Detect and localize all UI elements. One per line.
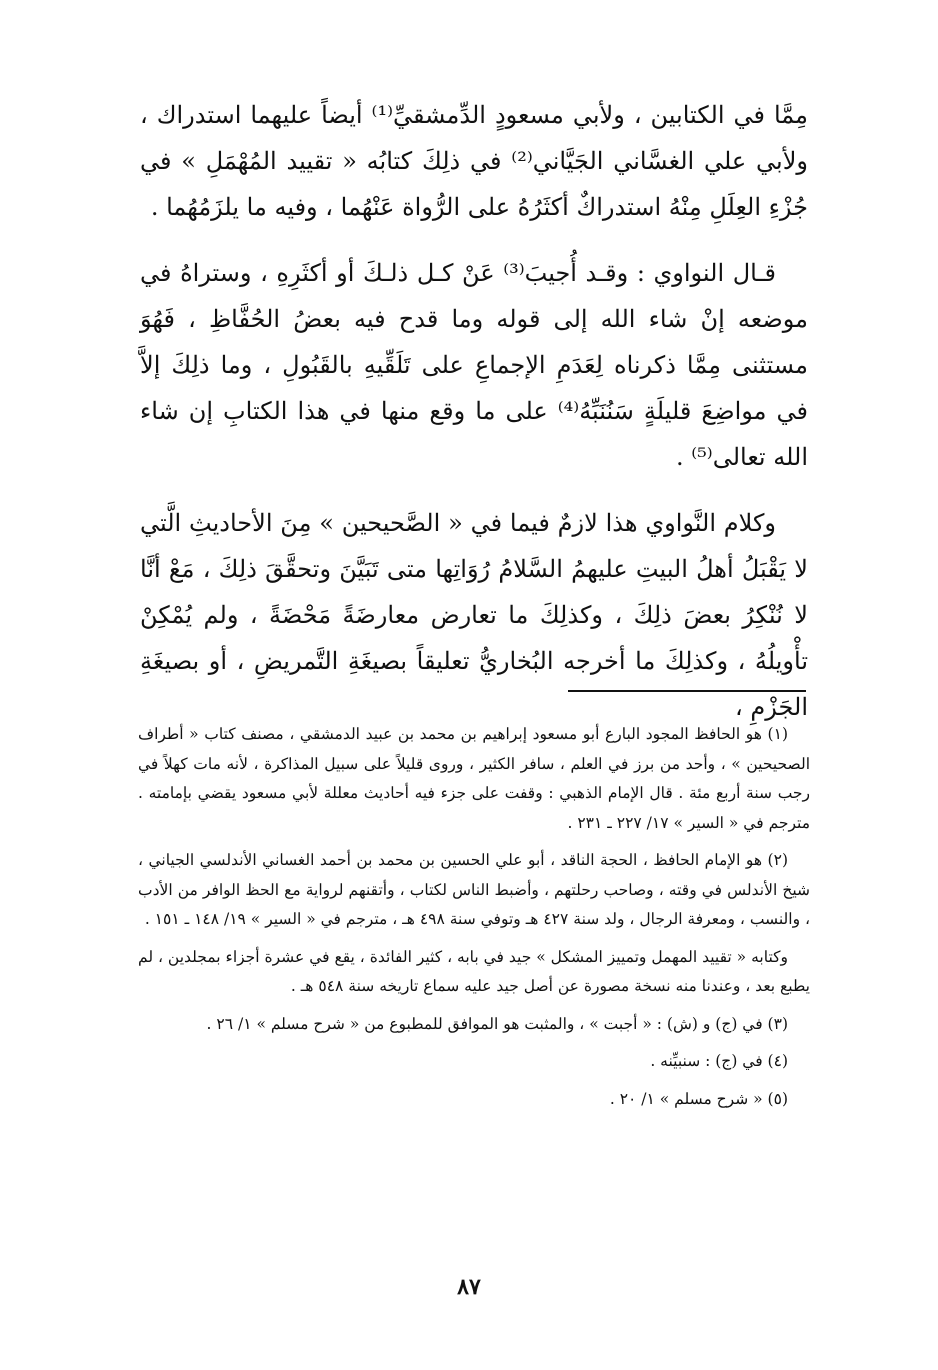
footnote-5: (٥) « شرح مسلم » ١/ ٢٠ . — [609, 1089, 788, 1108]
main-paragraph-3: وكلام النَّواوي هذا لازمٌ فيما في « الصَّحيحين » مِنَ الأحاديثِ الَّتي لا يَقْبَلُ أهلُ البيتِ عليهمُ السَّلامُ رُوَاتِها متى تَبَيَّنَ وتحقَّقَ ذلِكَ ، مَعْ أنَّا لا نُنْكِرُ بعضَ ذلِكَ ، وكذلِكَ ما تعارض معارضَةً مَحْضَةً ، ولم يُمْكِنْ تأْويلُهُ ، وكذلِكَ ما أخرجه البُخاريُّ تعليقاً بصيغَةِ التَّمريضِ ، أو بصيغَةِ الجَزْمِ ، — [140, 509, 809, 721]
footnote-2-continuation: وكتابه « تقييد المهمل وتمييز المشكل » جيد في بابه ، كثير الفائدة ، يقع في عشرة أجزاء بمجلدين ، لم يطبع بعد ، وعندنا منه نسخة مصورة عن أصل جيد عليه سماع تاريخه سنة ٥٤٨ هـ . — [138, 947, 810, 995]
main-paragraph-1: مِمَّا في الكتابين ، ولأبي مسعودٍ الدِّمشقيِّ⁽¹⁾ أيضاً عليهما استدراك ، ولأبي علي الغسَّاني الجَيَّاني⁽²⁾ في ذلِكَ كتابُه « تقييد المُهْمَلِ » في جُزْءِ العِلَلِ مِنْهُ استدراكٌ أكثَرُهُ على الرُّواة عَنْهُما ، وفيه ما يلزَمُهُما . — [140, 101, 809, 221]
footnote-3: (٣) في (ج) و (ش) : « أجبت » ، والمثبت هو الموافق للمطبوع من « شرح مسلم » ١/ ٢٦ . — [206, 1014, 788, 1033]
footnote-divider — [568, 690, 806, 692]
footnote-2: (٢) هو الإمام الحافظ ، الحجة الناقد ، أبو علي الحسين بن محمد بن أحمد الغساني الأندلسي الجياني ، شيخ الأندلس في وقته ، وصاحب رحلتهم ، وأضبط الناس لكتاب ، وأتقنهم لرواية مع الحظ الوافر من الأدب ، والنسب ، ومعرفة الرجال ، ولد سنة ٤٢٧ هـ وتوفي سنة ٤٩٨ هـ ، مترجم في « السير » ١٩/ ١٤٨ ـ ١٥١ . — [138, 851, 810, 928]
footnote-4: (٤) في (ج) : سنبيِّنه . — [650, 1052, 788, 1070]
main-paragraph-2: قـال النواوي : وقـد أُجيبَ⁽³⁾ عَنْ كـل ذلـكَ أو أكثَرِهِ ، وستراهُ في موضعه إنْ شاء الله إلى قوله وما قدح فيه بعضُ الحُفَّاظِ ، فَهُوَ مستثنى مِمَّا ذكرناه لِعَدَمِ الإجماعِ على تَلَقِّيهِ بالقَبُولِ ، وما ذلِكَ إلاَّ في مواضِعَ قليلَةٍ سَنُنَبِّهُ⁽⁴⁾ على ما وقع منها في هذا الكتابِ إن شاء الله تعالى⁽⁵⁾ . — [140, 259, 808, 471]
footnotes — [138, 720, 810, 1122]
main-text — [140, 92, 808, 750]
footnote-1: (١) هو الحافظ المجود البارع أبو مسعود إبراهيم بن محمد بن عبيد الدمشقي ، مصنف كتاب « أطراف الصحيحين » ، وأحد من برز في العلم ، سافر الكثير ، وروى قليلاً على سبيل المذاكرة ، لأنه مات كهلاً في رجب سنة أربع مئة . قال الإمام الذهبي : وقفت على جزء فيه أحاديث معللة لأبي مسعود يقضي بإمامته . مترجم في « السير » ١٧/ ٢٢٧ ـ ٢٣١ . — [138, 725, 810, 832]
page-number: ٨٧ — [457, 1274, 481, 1300]
